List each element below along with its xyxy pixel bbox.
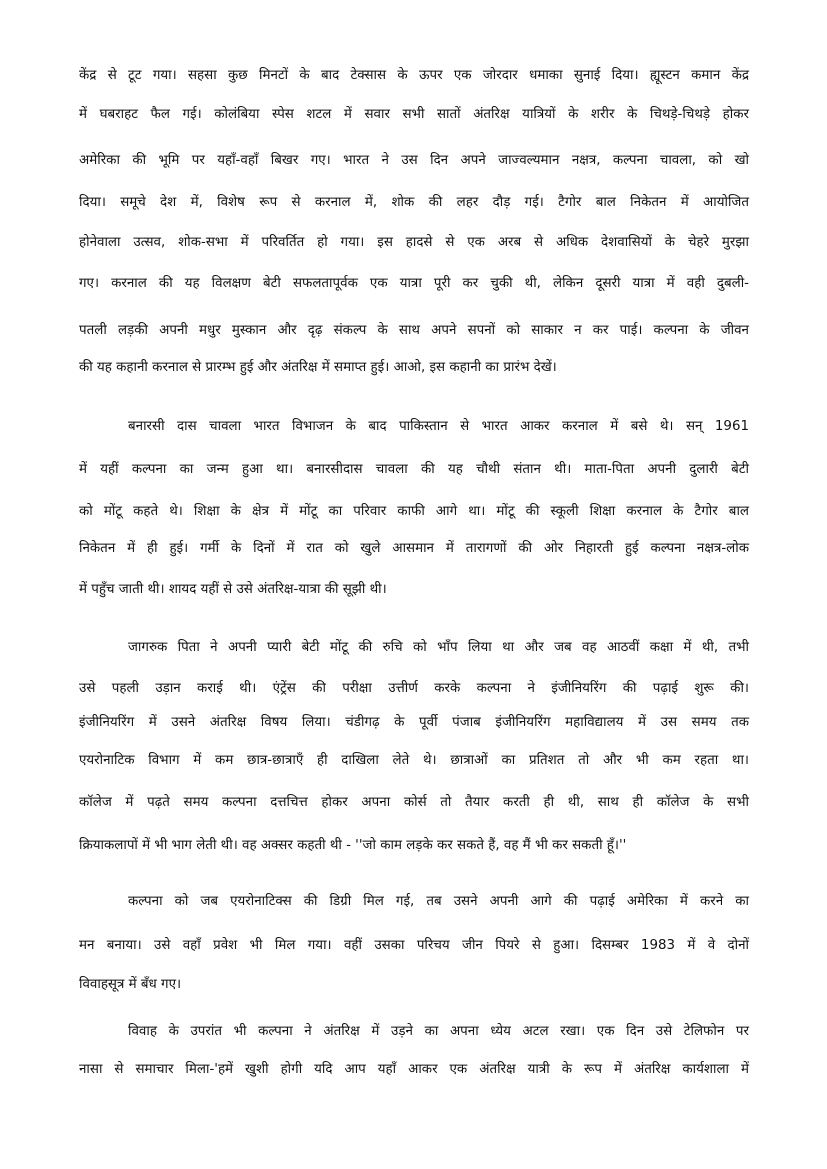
text-line: में घबराहट फैल गई। कोलंबिया स्पेस शटल में सवार सभी सातों अंतरिक्ष यात्रियों के शरीर के चिथड़े-चिथड़े होकर [79, 107, 749, 122]
text-line: जागरुक पिता ने अपनी प्यारी बेटी मोंटू की रुचि को भाँप लिया था और जब वह आठवीं कक्षा में थी, तभी [128, 640, 749, 655]
text-line: कल्पना को जब एयरोनाटिक्स की डिग्री मिल गई, तब उसने अपनी आगे की पढ़ाई अमेरिका में करने का [128, 894, 749, 909]
text-line: उसे पहली उड़ान कराई थी। एंट्रेंस की परीक्षा उत्तीर्ण करके कल्पना ने इंजीनियरिंग की पढ़ाई शुरू की। [79, 681, 749, 696]
text-line: को मोंटू कहते थे। शिक्षा के क्षेत्र में मोंटू का परिवार काफी आगे था। मोंटू की स्कूली शिक्षा करनाल के टैगोर बाल [79, 504, 749, 519]
text-line: विवाह के उपरांत भी कल्पना ने अंतरिक्ष में उड़ने का अपना ध्येय अटल रखा। एक दिन उसे टेलिफोन पर [128, 1024, 749, 1039]
text-line: क्रियाकलापों में भी भाग लेती थी। वह अक्सर कहती थी - ''जो काम लड़के कर सकते हैं, वह मैं भी कर सकती हूँ।'' [79, 838, 627, 853]
text-line: अमेरिका की भूमि पर यहाँ-वहाँ बिखर गए। भारत ने उस दिन अपने जाज्वल्यमान नक्षत्र, कल्पना चावला, को खो [79, 153, 749, 168]
text-line: पतली लड़की अपनी मधुर मुस्कान और दृढ़ संकल्प के साथ अपने सपनों को साकार न कर पाई। कल्पना के जीवन [79, 323, 749, 338]
text-line: एयरोनाटिक विभाग में कम छात्र-छात्राएँ ही दाखिला लेते थे। छात्राओं का प्रतिशत तो और भी कम रहता था। [79, 753, 749, 768]
text-line: नासा से समाचार मिला-'हमें खुशी होगी यदि आप यहाँ आकर एक अंतरिक्ष यात्री के रूप में अंतरिक्ष कार्यशाला में [79, 1062, 749, 1077]
text-line: की यह कहानी करनाल से प्रारम्भ हुई और अंतरिक्ष में समाप्त हुई। आओ, इस कहानी का प्रारंभ देखें। [79, 360, 557, 375]
text-line: होनेवाला उत्सव, शोक-सभा में परिवर्तित हो गया। इस हादसे से एक अरब से अधिक देशवासियों के चेहरे मुरझा [79, 235, 749, 250]
text-line: केंद्र से टूट गया। सहसा कुछ मिनटों के बाद टेक्सास के ऊपर एक जोरदार धमाका सुनाई दिया। ह्यूस्टन कमान केंद्र [79, 68, 749, 83]
text-line: बनारसी दास चावला भारत विभाजन के बाद पाकिस्तान से भारत आकर करनाल में बसे थे। सन् 1961 [128, 419, 749, 434]
text-line: दिया। समूचे देश में, विशेष रूप से करनाल में, शोक की लहर दौड़ गई। टैगोर बाल निकेतन में आयोजित [79, 195, 749, 210]
text-line: में पहुँच जाती थी। शायद यहीं से उसे अंतरिक्ष-यात्रा की सूझी थी। [79, 582, 387, 597]
text-line: कॉलेज में पढ़ते समय कल्पना दत्तचित्त होकर अपना कोर्स तो तैयार करती ही थी, साथ ही कॉलेज के सभी [79, 795, 749, 810]
text-line: गए। करनाल की यह विलक्षण बेटी सफलतापूर्वक एक यात्रा पूरी कर चुकी थी, लेकिन दूसरी यात्रा में वही दुबली- [79, 276, 749, 291]
text-line: निकेतन में ही हुई। गर्मी के दिनों में रात को खुले आसमान में तारागणों की ओर निहारती हुई कल्पना नक्षत्र-लोक [79, 541, 749, 556]
text-line: मन बनाया। उसे वहाँ प्रवेश भी मिल गया। वहीं उसका परिचय जीन पियरे से हुआ। दिसम्बर 1983 में वे दोनों [79, 938, 749, 953]
text-line: विवाहसूत्र में बँध गए। [79, 977, 182, 992]
text-line: इंजीनियरिंग में उसने अंतरिक्ष विषय लिया। चंडीगढ़ के पूर्वी पंजाब इंजीनियरिंग महाविद्यालय में उस समय तक [79, 715, 749, 730]
text-line: में यहीं कल्पना का जन्म हुआ था। बनारसीदास चावला की यह चौथी संतान थी। माता-पिता अपनी दुलारी बेटी [79, 462, 749, 477]
